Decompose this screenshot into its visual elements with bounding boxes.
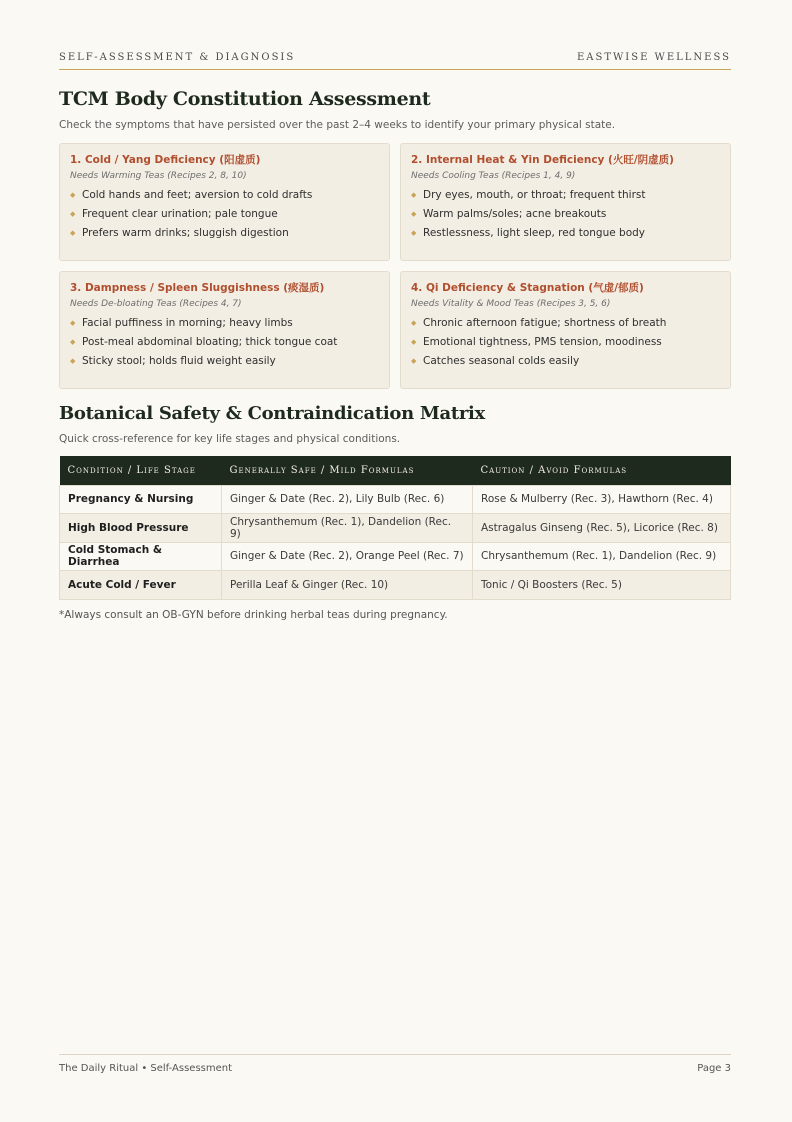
constitution-card-3	[59, 271, 390, 389]
table-row	[60, 514, 731, 543]
symptom-text: Restlessness, light sleep, red tongue body	[423, 227, 646, 239]
symptom-list	[411, 186, 720, 243]
column-header-safe: Generally Safe / Mild Formulas	[222, 456, 473, 485]
header-brand: EASTWISE WELLNESS	[576, 52, 731, 63]
symptom-item	[70, 186, 379, 205]
constitution-card-1	[59, 143, 390, 261]
assessment-subtitle: Check the symptoms that have persisted over the past 2–4 weeks to identify your primary physical state.	[59, 119, 616, 131]
card-title: 4. Qi Deficiency & Stagnation (气虚/郁质)	[411, 282, 644, 294]
card-subtitle: Needs Cooling Teas (Recipes 1, 4, 9)	[411, 171, 576, 181]
constitution-card-2	[400, 143, 731, 261]
page-number: Page 3	[697, 1063, 731, 1074]
condition-cell: High Blood Pressure	[60, 514, 222, 543]
diamond-bullet-icon: ◆	[70, 357, 76, 365]
safety-matrix-table	[59, 456, 731, 600]
assessment-title: TCM Body Constitution Assessment	[59, 88, 431, 110]
symptom-item	[411, 352, 720, 371]
symptom-item	[70, 352, 379, 371]
symptom-text: Sticky stool; holds fluid weight easily	[82, 355, 276, 367]
caution-cell: Astragalus Ginseng (Rec. 5), Licorice (Rec. 8)	[473, 514, 731, 543]
diamond-bullet-icon: ◆	[411, 338, 417, 346]
card-title: 3. Dampness / Spleen Sluggishness (痰湿质)	[70, 282, 325, 294]
caution-cell: Tonic / Qi Boosters (Rec. 5)	[473, 571, 731, 600]
table-row	[60, 542, 731, 571]
table-row	[60, 485, 731, 514]
diamond-bullet-icon: ◆	[411, 210, 417, 218]
symptom-item	[411, 314, 720, 333]
symptom-item	[70, 333, 379, 352]
symptom-item	[411, 333, 720, 352]
condition-cell: Pregnancy & Nursing	[60, 485, 222, 514]
caution-cell: Chrysanthemum (Rec. 1), Dandelion (Rec. 9)	[473, 542, 731, 571]
symptom-text: Catches seasonal colds easily	[423, 355, 580, 367]
constitution-cards	[59, 143, 731, 389]
diamond-bullet-icon: ◆	[411, 191, 417, 199]
diamond-bullet-icon: ◆	[70, 229, 76, 237]
symptom-list	[70, 186, 379, 243]
symptom-item	[411, 205, 720, 224]
table-header-row	[60, 456, 731, 485]
symptom-item	[411, 186, 720, 205]
diamond-bullet-icon: ◆	[70, 338, 76, 346]
symptom-text: Prefers warm drinks; sluggish digestion	[82, 227, 289, 239]
symptom-item	[411, 224, 720, 243]
constitution-card-4	[400, 271, 731, 389]
safe-cell: Ginger & Date (Rec. 2), Orange Peel (Rec. 7)	[222, 542, 473, 571]
safe-cell: Chrysanthemum (Rec. 1), Dandelion (Rec. 9)	[222, 514, 473, 543]
matrix-subtitle: Quick cross-reference for key life stages and physical conditions.	[59, 433, 401, 445]
condition-cell: Acute Cold / Fever	[60, 571, 222, 600]
symptom-text: Warm palms/soles; acne breakouts	[423, 208, 607, 220]
diamond-bullet-icon: ◆	[70, 319, 76, 327]
symptom-item	[70, 205, 379, 224]
card-title: 2. Internal Heat & Yin Deficiency (火旺/阴虚质)	[411, 154, 674, 166]
symptom-text: Chronic afternoon fatigue; shortness of breath	[423, 317, 667, 329]
diamond-bullet-icon: ◆	[70, 210, 76, 218]
card-subtitle: Needs Vitality & Mood Teas (Recipes 3, 5, 6)	[411, 299, 611, 309]
symptom-text: Post-meal abdominal bloating; thick tongue coat	[82, 336, 338, 348]
pregnancy-footnote: *Always consult an OB-GYN before drinking herbal teas during pregnancy.	[59, 609, 448, 621]
safe-cell: Ginger & Date (Rec. 2), Lily Bulb (Rec. 6)	[222, 485, 473, 514]
matrix-title: Botanical Safety & Contraindication Matrix	[59, 403, 485, 424]
symptom-text: Cold hands and feet; aversion to cold drafts	[82, 189, 313, 201]
column-header-caution: Caution / Avoid Formulas	[473, 456, 731, 485]
footer-publication: The Daily Ritual • Self-Assessment	[59, 1063, 233, 1074]
page-header	[59, 52, 731, 70]
diamond-bullet-icon: ◆	[411, 229, 417, 237]
diamond-bullet-icon: ◆	[411, 357, 417, 365]
symptom-text: Emotional tightness, PMS tension, moodiness	[423, 336, 662, 348]
card-subtitle: Needs Warming Teas (Recipes 2, 8, 10)	[70, 171, 247, 181]
diamond-bullet-icon: ◆	[70, 191, 76, 199]
symptom-item	[70, 224, 379, 243]
column-header-condition: Condition / Life Stage	[60, 456, 222, 485]
symptom-list	[411, 314, 720, 371]
header-section-label: SELF-ASSESSMENT & DIAGNOSIS	[59, 52, 296, 63]
card-subtitle: Needs De-bloating Teas (Recipes 4, 7)	[70, 299, 242, 309]
symptom-list	[70, 314, 379, 371]
page-footer	[59, 1054, 731, 1074]
diamond-bullet-icon: ◆	[411, 319, 417, 327]
symptom-text: Facial puffiness in morning; heavy limbs	[82, 317, 293, 329]
safe-cell: Perilla Leaf & Ginger (Rec. 10)	[222, 571, 473, 600]
condition-cell: Cold Stomach & Diarrhea	[60, 542, 222, 571]
symptom-item	[70, 314, 379, 333]
caution-cell: Rose & Mulberry (Rec. 3), Hawthorn (Rec. 4)	[473, 485, 731, 514]
symptom-text: Dry eyes, mouth, or throat; frequent thirst	[423, 189, 646, 201]
table-row	[60, 571, 731, 600]
card-title: 1. Cold / Yang Deficiency (阳虚质)	[70, 154, 261, 166]
symptom-text: Frequent clear urination; pale tongue	[82, 208, 278, 220]
